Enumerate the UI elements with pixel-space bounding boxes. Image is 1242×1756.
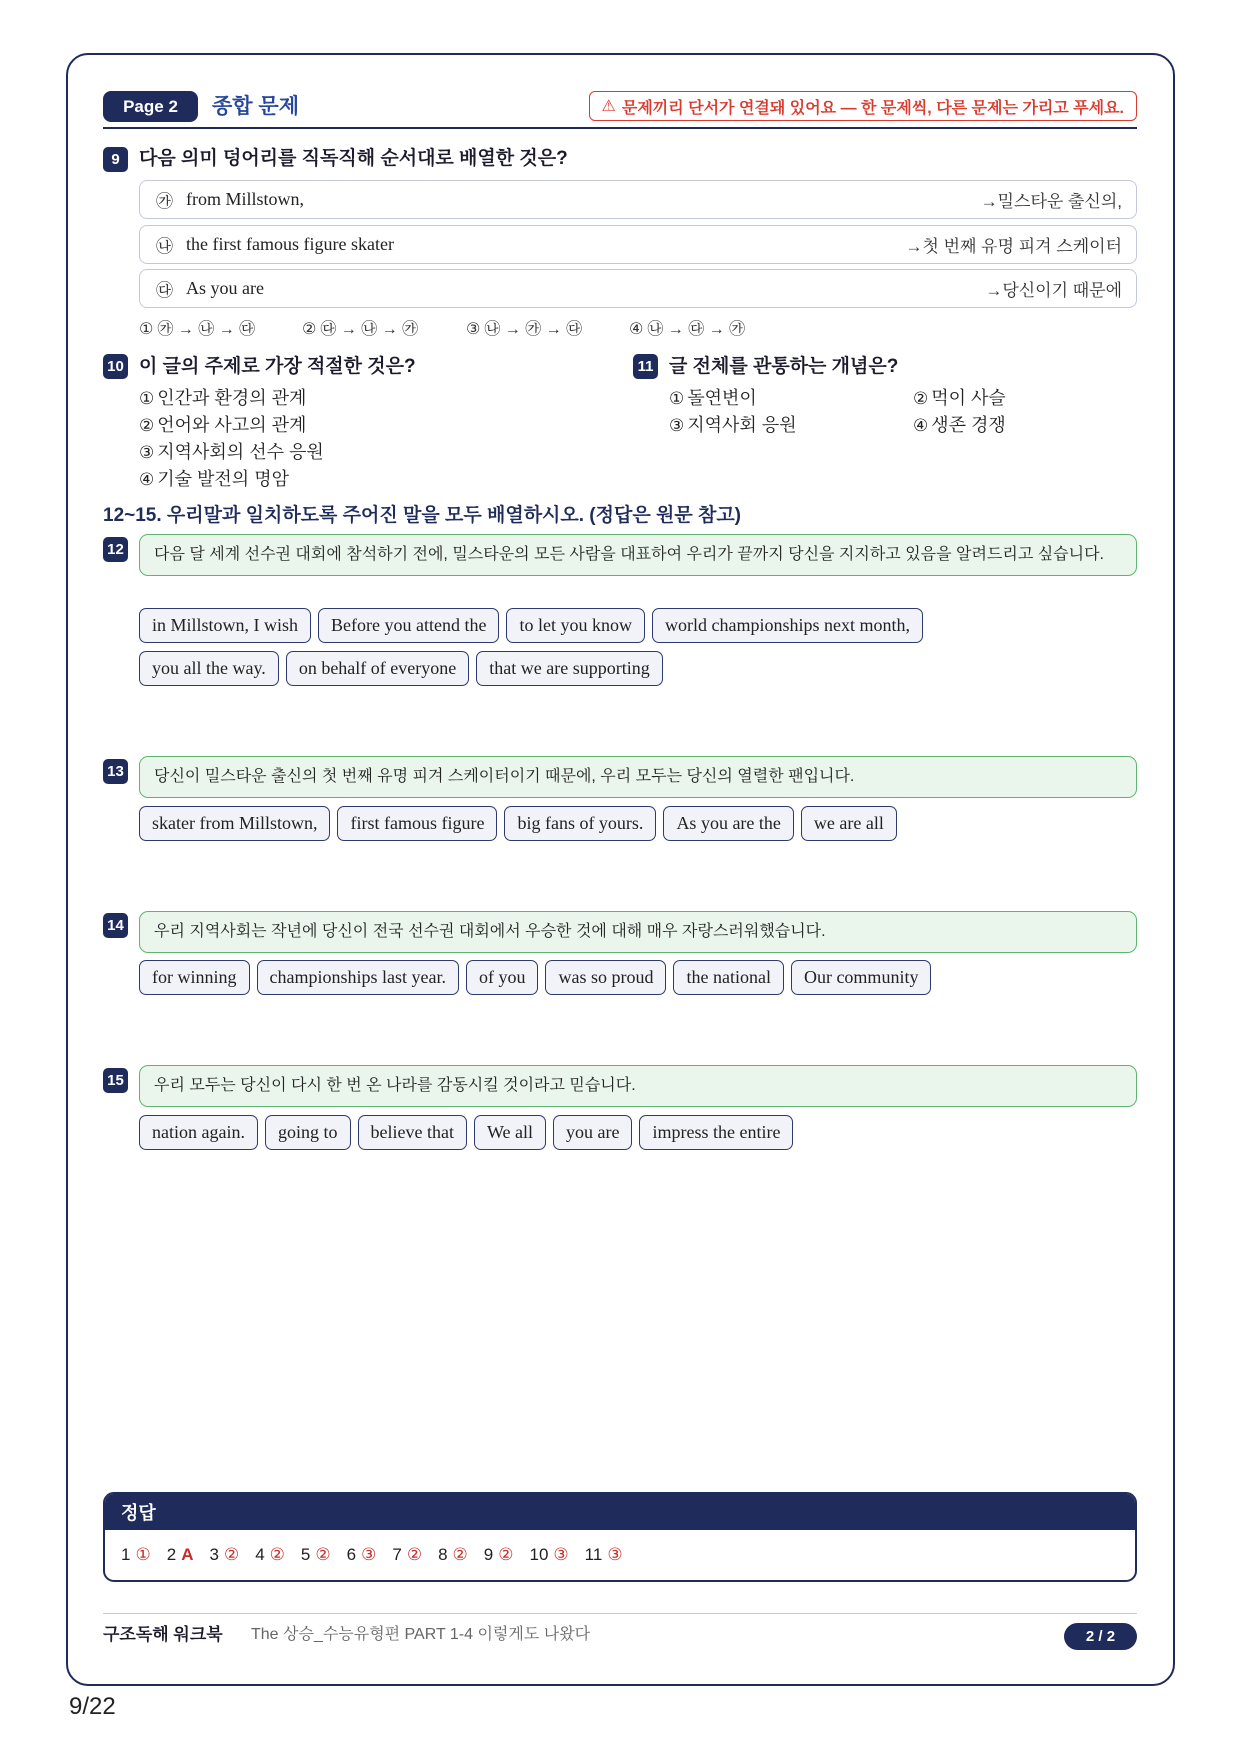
question-number-badge: 9 (103, 147, 128, 172)
word-chip: in Millstown, I wish (139, 608, 311, 643)
option-number: ④ (913, 416, 929, 435)
answer-value: ③ (361, 1545, 377, 1564)
answer-number: 11 (584, 1545, 603, 1564)
warning-banner (589, 91, 1137, 121)
chunk-marker: ㉮ (156, 192, 173, 211)
chunk-box (139, 269, 1137, 308)
chunk-korean: →첫 번째 유명 피겨 스케이터 (905, 237, 1122, 256)
answer-item (255, 1545, 285, 1565)
option-number: ① (139, 389, 155, 408)
choice-order: ㉮ → ㉯ → ㉰ (157, 321, 256, 338)
korean-prompt: 다음 달 세계 선수권 대회에 참석하기 전에, 밀스타운의 모든 사람을 대표하여 우리가 끝까지 당신을 지지하고 있음을 알려드리고 싶습니다. (139, 534, 1137, 576)
question-text: 이 글의 주제로 가장 적절한 것은? (139, 356, 416, 377)
header-rule (103, 127, 1137, 129)
chunk-english: As you are (186, 278, 264, 298)
option-text: 언어와 사고의 관계 (157, 415, 307, 435)
question-number-badge: 12 (103, 537, 128, 562)
question-number-badge: 14 (103, 913, 128, 938)
answer-option (669, 414, 797, 437)
answer-option (139, 414, 306, 437)
answer-number: 8 (438, 1545, 448, 1564)
answer-key-title: 정답 (105, 1494, 1135, 1530)
word-chip: going to (265, 1115, 351, 1150)
answer-option (913, 414, 1006, 437)
chunk-box (139, 225, 1137, 264)
answer-option (669, 387, 757, 410)
answer-item (530, 1545, 569, 1565)
footer-subtitle: The 상승_수능유형편 PART 1-4 이렇게도 나왔다 (251, 1626, 591, 1643)
answer-key-box (103, 1492, 1137, 1582)
answer-value: ③ (607, 1545, 623, 1564)
answer-option (139, 468, 289, 491)
choice-order: ㉰ → ㉯ → ㉮ (320, 321, 419, 338)
answer-item (438, 1545, 468, 1565)
answer-value: ② (223, 1545, 240, 1564)
option-number: ④ (139, 470, 155, 489)
option-text: 먹이 사슬 (931, 388, 1006, 408)
chunk-korean: →밀스타운 출신의, (980, 192, 1122, 211)
answer-item (167, 1545, 194, 1565)
word-chip: impress the entire (639, 1115, 793, 1150)
option-text: 기술 발전의 명암 (157, 469, 289, 489)
answer-value: ② (498, 1545, 514, 1564)
chunk-english: the first famous figure skater (186, 234, 394, 254)
chunk-marker: ㉰ (156, 281, 173, 300)
option-text: 돌연변이 (687, 388, 757, 408)
word-chip: to let you know (506, 608, 645, 643)
choice-number: ③ (466, 321, 481, 338)
word-chip: was so proud (545, 960, 666, 995)
chunk-english: from Millstown, (186, 189, 305, 209)
korean-prompt: 우리 모두는 당신이 다시 한 번 온 나라를 감동시킬 것이라고 믿습니다. (139, 1065, 1137, 1107)
option-number: ② (913, 389, 929, 408)
answer-item (209, 1545, 239, 1565)
option-text: 인간과 환경의 관계 (157, 388, 307, 408)
chunk-marker: ㉯ (156, 237, 173, 256)
answer-number: 1 (121, 1545, 131, 1564)
word-chip: for winning (139, 960, 250, 995)
word-chip: Our community (791, 960, 932, 995)
word-chip: As you are the (663, 806, 793, 841)
option-text: 지역사회의 선수 응원 (157, 442, 324, 462)
question-text: 글 전체를 관통하는 개념은? (669, 356, 899, 377)
page-badge: Page 2 (103, 91, 198, 122)
word-chip: big fans of yours. (504, 806, 656, 841)
answer-choice (466, 319, 582, 341)
answer-number: 2 (166, 1545, 177, 1564)
word-chip: championships last year. (257, 960, 459, 995)
word-chip: skater from Millstown, (139, 806, 330, 841)
answer-number: 6 (346, 1545, 357, 1564)
section-title: 종합 문제 (212, 95, 299, 118)
word-chip: Before you attend the (318, 608, 499, 643)
question-number-badge: 10 (103, 354, 128, 379)
choice-number: ② (302, 321, 317, 338)
answer-value: ② (406, 1545, 423, 1564)
word-chip: you all the way. (139, 651, 279, 686)
option-text: 생존 경쟁 (931, 415, 1006, 435)
pdf-page-counter: 9/22 (69, 1693, 116, 1720)
footer-page-indicator: 2 / 2 (1064, 1623, 1137, 1650)
word-chip: nation again. (139, 1115, 258, 1150)
answer-item (585, 1545, 623, 1565)
word-chip: the national (673, 960, 783, 995)
warning-text: 문제끼리 단서가 연결돼 있어요 — 한 문제씩, 다른 문제는 가리고 푸세요. (621, 99, 1124, 117)
warning-icon: ⚠ (601, 98, 616, 115)
word-chip: we are all (801, 806, 897, 841)
word-chip: believe that (358, 1115, 467, 1150)
answer-number: 4 (255, 1545, 265, 1564)
answer-number: 10 (529, 1545, 549, 1564)
choice-number: ① (139, 321, 154, 338)
answer-value: ③ (553, 1545, 569, 1564)
option-number: ③ (669, 416, 685, 435)
option-number: ② (139, 416, 155, 435)
arrange-section-heading: 12~15. 우리말과 일치하도록 주어진 말을 모두 배열하시오. (정답은 원문 참고) (103, 505, 741, 526)
word-chip-row (139, 608, 923, 643)
word-chip: you are (553, 1115, 632, 1150)
word-chip: that we are supporting (476, 651, 662, 686)
footer-book-title: 구조독해 워크북 (103, 1625, 223, 1644)
answer-item (484, 1545, 514, 1565)
word-chip: We all (474, 1115, 546, 1150)
answer-value: ② (269, 1545, 285, 1564)
answer-option (139, 441, 324, 464)
answer-value: ① (135, 1545, 151, 1564)
answer-item (392, 1545, 422, 1565)
question-text: 다음 의미 덩어리를 직독직해 순서대로 배열한 것은? (139, 148, 568, 169)
answer-key-list (105, 1530, 1135, 1580)
answer-number: 5 (300, 1545, 311, 1564)
word-chip-row (139, 806, 897, 841)
word-chip: first famous figure (337, 806, 497, 841)
answer-choice (629, 319, 745, 341)
answer-option (139, 387, 306, 410)
answer-number: 7 (392, 1545, 402, 1564)
footer-rule (103, 1613, 1137, 1614)
answer-option (913, 387, 1006, 410)
word-chip-row (139, 960, 931, 995)
answer-choice (139, 319, 255, 341)
answer-item (121, 1545, 151, 1565)
question-number-badge: 15 (103, 1068, 128, 1093)
chunk-box (139, 180, 1137, 219)
answer-value: A (181, 1545, 194, 1564)
question-number-badge: 11 (633, 354, 658, 379)
answer-item (301, 1545, 331, 1565)
word-chip: on behalf of everyone (286, 651, 469, 686)
korean-prompt: 당신이 밀스타운 출신의 첫 번째 유명 피겨 스케이터이기 때문에, 우리 모두는 당신의 열렬한 팬입니다. (139, 756, 1137, 798)
option-number: ③ (139, 443, 155, 462)
question-number-badge: 13 (103, 759, 128, 784)
choice-number: ④ (629, 321, 644, 338)
word-chip: of you (466, 960, 539, 995)
option-text: 지역사회 응원 (687, 415, 797, 435)
word-chip-row (139, 1115, 793, 1150)
choice-order: ㉯ → ㉮ → ㉰ (484, 321, 583, 338)
answer-number: 9 (483, 1545, 494, 1564)
answer-choice (302, 319, 418, 341)
option-number: ① (669, 389, 685, 408)
answer-value: ② (452, 1545, 468, 1564)
answer-item (347, 1545, 377, 1565)
korean-prompt: 우리 지역사회는 작년에 당신이 전국 선수권 대회에서 우승한 것에 대해 매우 자랑스러워했습니다. (139, 911, 1137, 953)
chunk-korean: →당신이기 때문에 (985, 281, 1122, 300)
answer-number: 3 (209, 1545, 219, 1564)
answer-value: ② (315, 1545, 331, 1564)
word-chip: world championships next month, (652, 608, 923, 643)
word-chip-row (139, 651, 663, 686)
choice-order: ㉯ → ㉰ → ㉮ (647, 321, 746, 338)
